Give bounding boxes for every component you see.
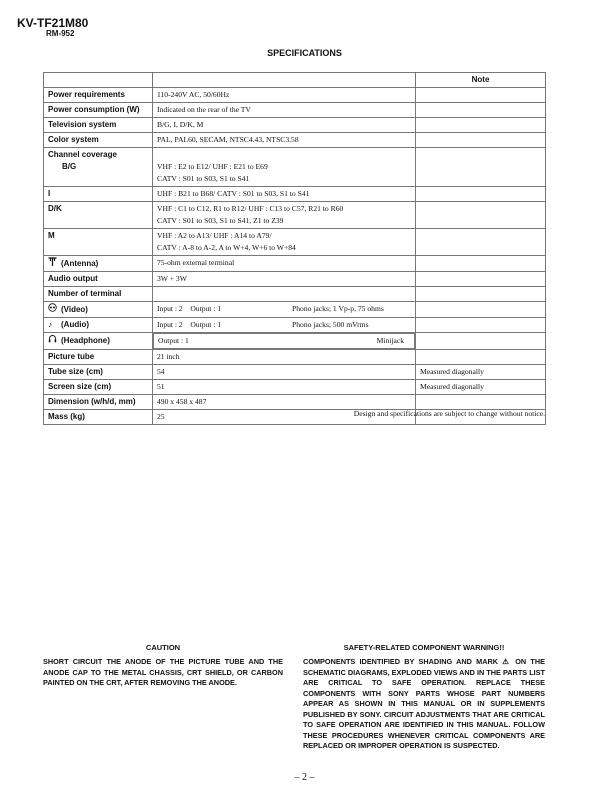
table-row: [44, 229, 546, 256]
band-m-line1: VHF : A2 to A13/ UHF : A14 to A79/: [157, 231, 272, 240]
band-dk-line1: VHF : C1 to C12, R1 to R12/ UHF : C13 to C57, R21 to R60: [157, 204, 344, 213]
disclaimer-text: Design and specifications are subject to change without notice.: [353, 409, 545, 418]
table-row: [44, 202, 546, 229]
band-i-line1: UHF : B21 to B68/ CATV : S01 to S03, S1 to S41: [153, 187, 416, 202]
spec-label: Power consumption (W): [44, 103, 153, 118]
model-number: KV-TF21M80: [17, 16, 89, 30]
table-row: [44, 272, 546, 287]
spec-value: [153, 202, 416, 229]
table-row: [44, 302, 546, 318]
band-bg-line2: CATV : S01 to S03, S1 to S41: [157, 174, 250, 183]
spec-label: Screen size (cm): [44, 380, 153, 395]
spec-label: Color system: [44, 133, 153, 148]
video-label: (Video): [61, 305, 88, 314]
spec-label: Audio output: [44, 272, 153, 287]
spec-label: Mass (kg): [44, 410, 153, 425]
spec-value: Indicated on the rear of the TV: [153, 103, 416, 118]
table-header-row: [44, 73, 546, 88]
spec-label: Picture tube: [44, 350, 153, 365]
table-row: [44, 256, 546, 272]
band-bg-line1: VHF : E2 to E12/ UHF : E21 to E69: [157, 162, 268, 171]
spec-label: [44, 148, 153, 187]
safety-warning-heading: SAFETY-RELATED COMPONENT WARNING!!: [343, 643, 505, 652]
band-dk-label: D/K: [44, 202, 153, 229]
spec-value: PAL, PAL60, SECAM, NTSC4.43, NTSC3.58: [153, 133, 416, 148]
spec-value: 51: [153, 380, 416, 395]
music-note-icon: ♪: [48, 320, 52, 329]
spec-label: [44, 302, 153, 318]
specifications-table: [43, 72, 546, 425]
table-row: [44, 187, 546, 202]
spec-label: Dimension (w/h/d, mm): [44, 395, 153, 410]
band-bg-label: B/G: [62, 162, 77, 171]
audio-desc: Phono jacks; 500 mVrms: [292, 320, 369, 329]
headphone-label: (Headphone): [61, 336, 110, 345]
spec-value: [153, 302, 416, 318]
table-row: [44, 380, 546, 395]
spec-value: [153, 148, 416, 187]
spec-value: 3W + 3W: [153, 272, 416, 287]
spec-label: [44, 333, 153, 350]
headphone-desc: Minijack: [376, 336, 404, 345]
page-title: SPECIFICATIONS: [267, 48, 342, 58]
table-row: [44, 88, 546, 103]
spec-label: Number of terminal: [44, 287, 153, 302]
safety-warning-body: COMPONENTS IDENTIFIED BY SHADING AND MARK ⚠ ON THE SCHEMATIC DIAGRAMS, EXPLODED VIEWS AND IN THE PARTS LIST ARE CRITICAL TO SAFE OPERATION. REPLACE THESE COMPONENTS WITH SONY PARTS WHOSE PART NUMBERS APPEAR AS SHOWN IN THIS MANUAL OR IN SUPPLEMENTS PUBLISHED BY SONY. CIRCUIT ADJUSTMENTS THAT ARE CRITICAL TO SAFE OPERATION ARE IDENTIFIED IN THIS MANUAL. FOLLOW THESE PROCEDURES WHENEVER CRITICAL COMPONENTS ARE REPLACED OR IMPROPER OPERATION IS SUSPECTED.: [303, 657, 545, 750]
table-row: [44, 318, 546, 333]
table-row: [44, 395, 546, 410]
table-row: [44, 365, 546, 380]
band-i-label: I: [44, 187, 153, 202]
band-m-label: M: [44, 229, 153, 256]
spec-value: 75-ohm external terminal: [153, 256, 416, 272]
spec-value: 54: [153, 365, 416, 380]
spec-value: 490 x 458 x 487: [153, 395, 416, 410]
table-row: [44, 287, 546, 302]
table-row: [44, 148, 546, 187]
spec-label: Power requirements: [44, 88, 153, 103]
spec-label: Television system: [44, 118, 153, 133]
headphone-io: Output : 1: [158, 336, 189, 345]
caution-body: SHORT CIRCUIT THE ANODE OF THE PICTURE TUBE AND THE ANODE CAP TO THE METAL CHASSIS, CRT SHIELD, OR CARBON PAINTED ON THE CRT, AFTER REMOVING THE ANODE.: [43, 657, 283, 687]
audio-io: Input : 2 Output : 1: [157, 320, 222, 329]
antenna-icon: [48, 257, 61, 270]
headphone-icon: [48, 334, 61, 347]
table-row: [44, 133, 546, 148]
spec-value: B/G, I, D/K, M: [153, 118, 416, 133]
spec-value: 21 inch: [153, 350, 416, 365]
table-row: [44, 333, 546, 350]
channel-coverage-label: Channel coverage: [48, 150, 117, 159]
page-number: – 2 –: [294, 772, 315, 783]
spec-value: [153, 333, 415, 349]
spec-value: [153, 229, 416, 256]
spec-label: Tube size (cm): [44, 365, 153, 380]
audio-label: (Audio): [61, 320, 89, 329]
video-io: Input : 2 Output : 1: [157, 304, 222, 313]
spec-note: Measured diagonally: [416, 380, 546, 395]
band-m-line2: CATV : A-8 to A-2, A to W+4, W+6 to W+84: [157, 243, 296, 252]
video-icon: [48, 303, 61, 316]
spec-value: [153, 318, 416, 333]
spec-label: [44, 318, 153, 333]
note-column-header: Note: [416, 73, 546, 88]
spec-note: Measured diagonally: [416, 365, 546, 380]
table-row: [44, 118, 546, 133]
caution-heading: CAUTION: [145, 643, 181, 652]
table-row: [44, 350, 546, 365]
antenna-label: (Antenna): [61, 259, 99, 268]
band-dk-line2: CATV : S01 to S03, S1 to S41, Z1 to Z39: [157, 216, 284, 225]
spec-value: 110-240V AC, 50/60Hz: [153, 88, 416, 103]
spec-value: 25: [153, 410, 416, 425]
video-desc: Phono jacks; 1 Vp-p, 75 ohms: [292, 304, 384, 313]
spec-label: [44, 256, 153, 272]
table-row: [44, 103, 546, 118]
remote-model: RM-952: [46, 29, 75, 38]
